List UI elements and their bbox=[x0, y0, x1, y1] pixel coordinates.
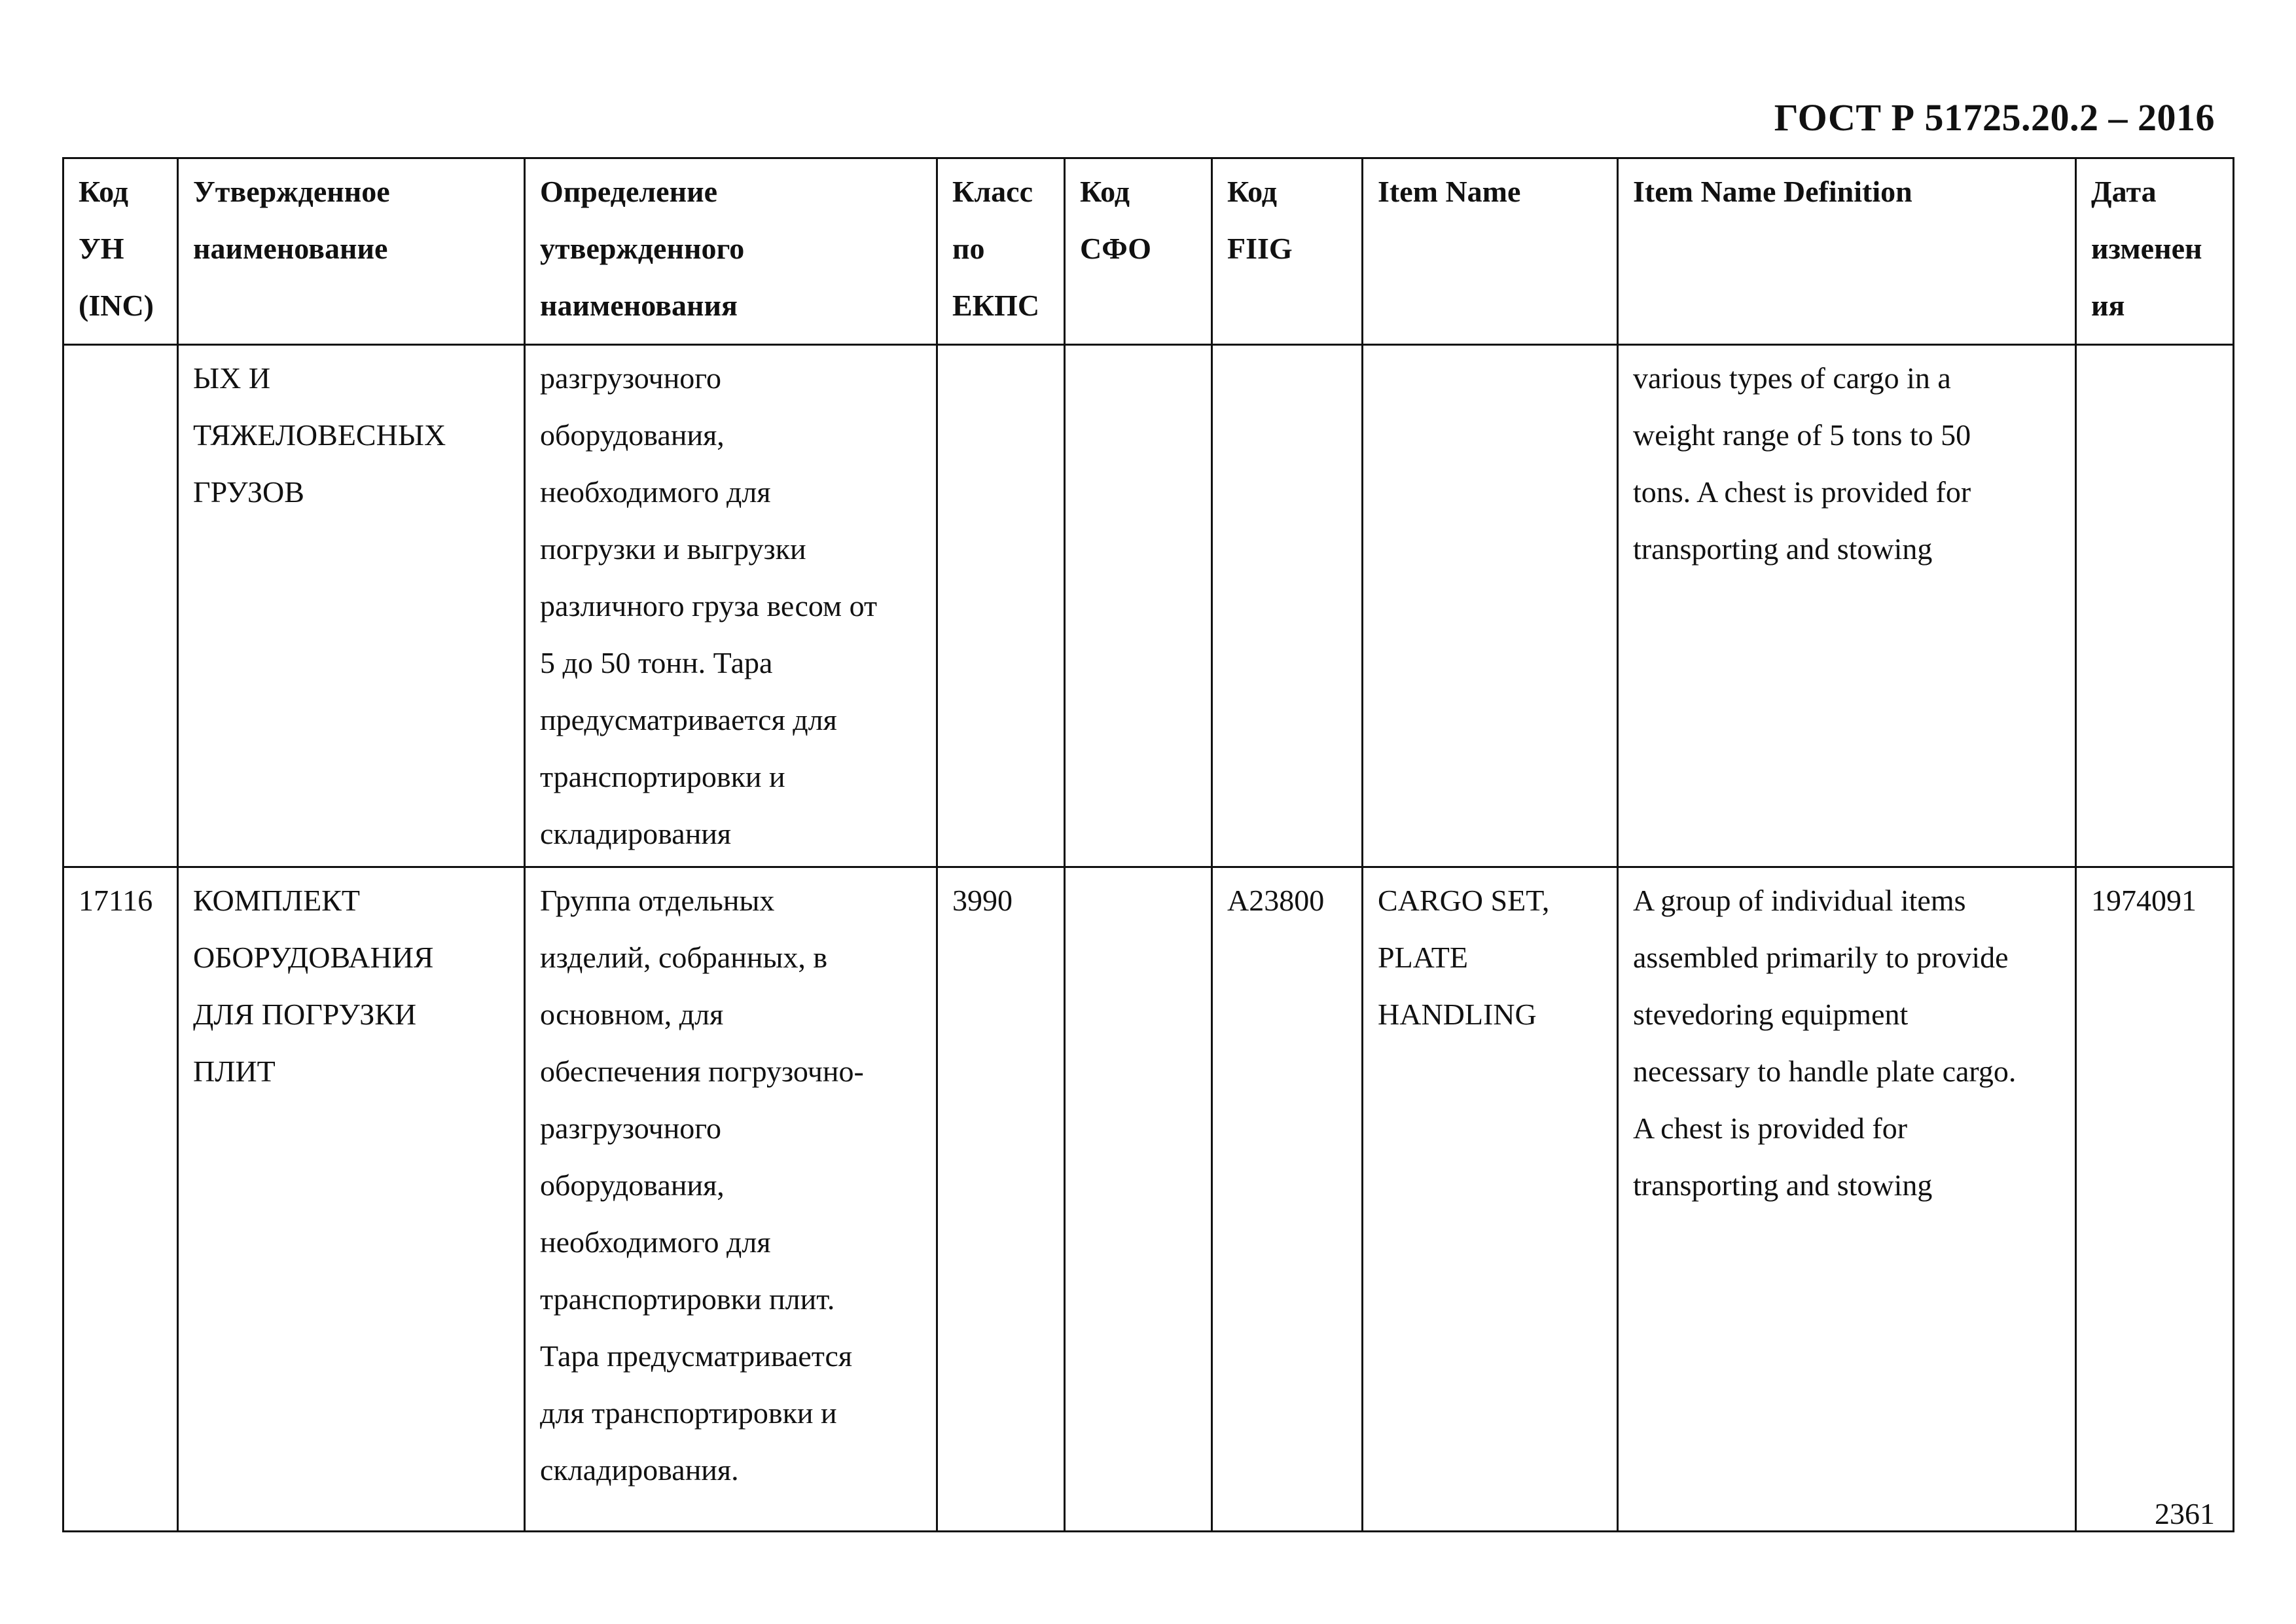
table-row bbox=[63, 345, 2234, 867]
cell-definition: Группа отдельных изделий, собранных, в основном, для обеспечения погрузочно- разгрузочного оборудования, необходимого для транспортировки плит. Тара предусматривается для транспортировки и складирования. bbox=[525, 867, 937, 1532]
cell-approved-name: ЫХ И ТЯЖЕЛОВЕСНЫХ ГРУЗОВ bbox=[178, 345, 525, 867]
cell-definition: разгрузочного оборудования, необходимого для погрузки и выгрузки различного груза весом от 5 до 50 тонн. Тара предусматривается для транспортировки и складирования bbox=[525, 345, 937, 867]
cell-inc bbox=[63, 345, 178, 867]
cell-change-date bbox=[2076, 345, 2234, 867]
document-code: ГОСТ Р 51725.20.2 – 2016 bbox=[1774, 96, 2215, 139]
header-fiig-code: Код FIIG bbox=[1212, 158, 1363, 345]
header-definition: Определение утвержденного наименования bbox=[525, 158, 937, 345]
header-ekps-class: Класс по ЕКПС bbox=[937, 158, 1065, 345]
cell-item-name bbox=[1363, 345, 1618, 867]
header-change-date: Дата изменен ия bbox=[2076, 158, 2234, 345]
catalog-table bbox=[62, 157, 2234, 1532]
cell-fiig-code bbox=[1212, 345, 1363, 867]
cell-ekps-class bbox=[937, 345, 1065, 867]
cell-approved-name: КОМПЛЕКТ ОБОРУДОВАНИЯ ДЛЯ ПОГРУЗКИ ПЛИТ bbox=[178, 867, 525, 1532]
table-header-row bbox=[63, 158, 2234, 345]
cell-item-name-definition: A group of individual items assembled primarily to provide stevedoring equipment necessary to handle plate cargo. A chest is provided for transporting and stowing bbox=[1618, 867, 2076, 1532]
header-inc: Код УН (INC) bbox=[63, 158, 178, 345]
header-approved-name: Утвержденное наименование bbox=[178, 158, 525, 345]
cell-item-name-definition: various types of cargo in a weight range of 5 tons to 50 tons. A chest is provided for transporting and stowing bbox=[1618, 345, 2076, 867]
header-item-name: Item Name bbox=[1363, 158, 1618, 345]
cell-inc: 17116 bbox=[63, 867, 178, 1532]
page-number: 2361 bbox=[2155, 1497, 2215, 1530]
cell-sfo-code bbox=[1065, 345, 1212, 867]
header-sfo-code: Код СФО bbox=[1065, 158, 1212, 345]
header-item-name-definition: Item Name Definition bbox=[1618, 158, 2076, 345]
cell-change-date: 1974091 bbox=[2076, 867, 2234, 1532]
cell-ekps-class: 3990 bbox=[937, 867, 1065, 1532]
table-row bbox=[63, 867, 2234, 1532]
cell-item-name: CARGO SET, PLATE HANDLING bbox=[1363, 867, 1618, 1532]
cell-fiig-code: A23800 bbox=[1212, 867, 1363, 1532]
cell-sfo-code bbox=[1065, 867, 1212, 1532]
